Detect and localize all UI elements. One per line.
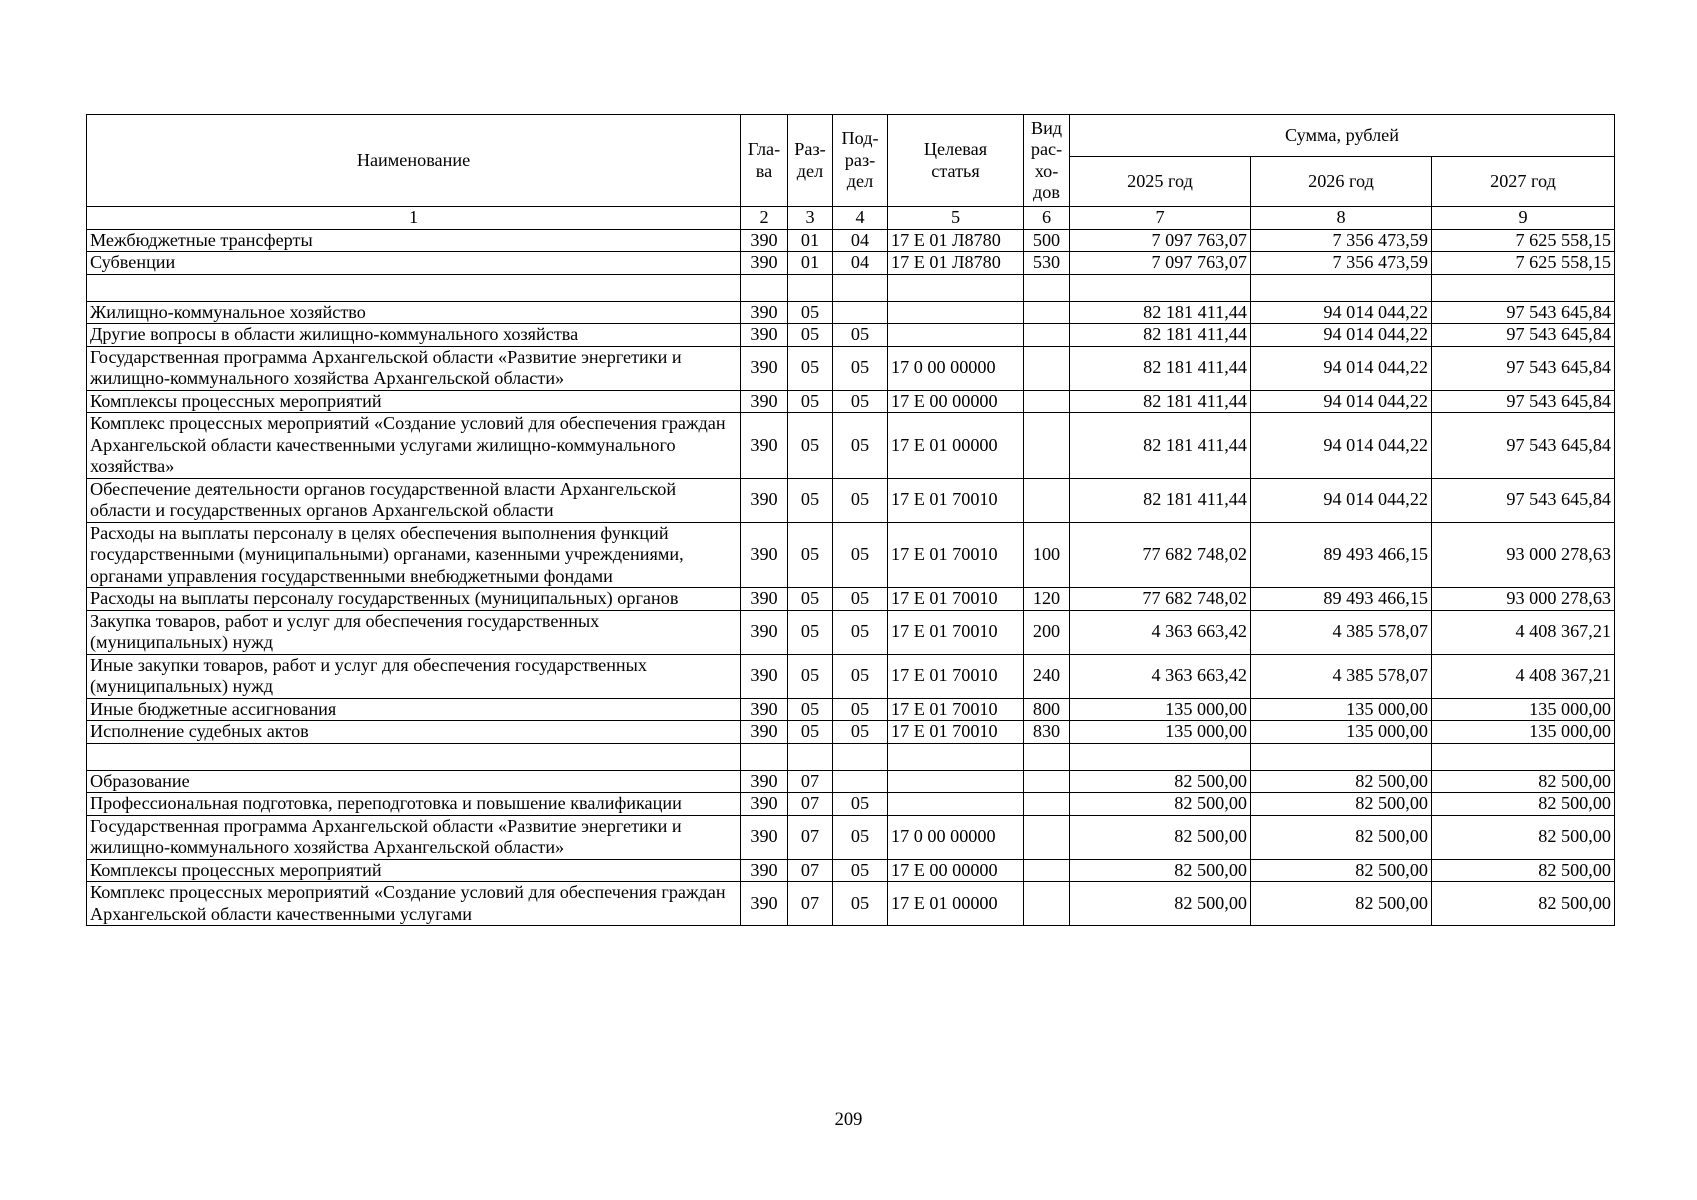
table-row xyxy=(87,346,1615,390)
row-subsection: 05 xyxy=(833,859,888,882)
row-section: 05 xyxy=(788,390,833,413)
table-row xyxy=(87,478,1615,522)
row-expense-type xyxy=(1024,274,1070,301)
table-row xyxy=(87,610,1615,654)
row-target: 17 Е 01 70010 xyxy=(888,522,1024,588)
row-sum-2025 xyxy=(1070,274,1251,301)
row-target: 17 Е 01 70010 xyxy=(888,478,1024,522)
row-section xyxy=(788,743,833,770)
row-subsection: 05 xyxy=(833,522,888,588)
row-sum-2027: 97 543 645,84 xyxy=(1432,478,1615,522)
row-sum-2027: 82 500,00 xyxy=(1432,815,1615,859)
row-chapter: 390 xyxy=(741,770,788,793)
row-target: 17 Е 01 70010 xyxy=(888,610,1024,654)
row-section: 05 xyxy=(788,413,833,479)
column-number: 6 xyxy=(1024,207,1070,230)
row-subsection: 05 xyxy=(833,588,888,611)
row-expense-type: 800 xyxy=(1024,698,1070,721)
row-name: Комплекс процессных мероприятий «Создание условий для обеспечения граждан Архангельской области качественными услугами xyxy=(87,882,741,926)
row-sum-2025: 82 500,00 xyxy=(1070,793,1251,816)
row-sum-2027: 93 000 278,63 xyxy=(1432,588,1615,611)
row-sum-2026: 94 014 044,22 xyxy=(1251,478,1432,522)
row-section: 05 xyxy=(788,588,833,611)
row-name: Межбюджетные трансферты xyxy=(87,229,741,252)
row-sum-2027: 135 000,00 xyxy=(1432,721,1615,744)
table-row xyxy=(87,815,1615,859)
table-row xyxy=(87,229,1615,252)
row-name: Комплексы процессных мероприятий xyxy=(87,859,741,882)
row-sum-2027 xyxy=(1432,274,1615,301)
row-expense-type xyxy=(1024,301,1070,324)
row-subsection: 05 xyxy=(833,478,888,522)
row-name: Расходы на выплаты персоналу в целях обеспечения выполнения функций государственными (муниципальными) органами, казенными учреждениями, органами управления государственными внебюджетными фондами xyxy=(87,522,741,588)
column-numbers-row xyxy=(87,207,1615,230)
table-row xyxy=(87,588,1615,611)
table-row xyxy=(87,522,1615,588)
row-name xyxy=(87,743,741,770)
row-sum-2027: 97 543 645,84 xyxy=(1432,413,1615,479)
row-sum-2025: 77 682 748,02 xyxy=(1070,522,1251,588)
row-sum-2026: 82 500,00 xyxy=(1251,859,1432,882)
row-subsection: 05 xyxy=(833,610,888,654)
row-chapter: 390 xyxy=(741,229,788,252)
row-sum-2026: 94 014 044,22 xyxy=(1251,390,1432,413)
header-subsection xyxy=(833,115,888,207)
row-sum-2026 xyxy=(1251,743,1432,770)
row-sum-2027: 7 625 558,15 xyxy=(1432,252,1615,275)
row-name: Иные закупки товаров, работ и услуг для обеспечения государственных (муниципальных) нужд xyxy=(87,654,741,698)
header-target-part2: статья xyxy=(931,160,980,181)
row-sum-2027: 97 543 645,84 xyxy=(1432,346,1615,390)
row-name: Комплексы процессных мероприятий xyxy=(87,390,741,413)
row-target: 17 Е 00 00000 xyxy=(888,859,1024,882)
row-chapter xyxy=(741,274,788,301)
row-sum-2026: 82 500,00 xyxy=(1251,770,1432,793)
row-sum-2025: 7 097 763,07 xyxy=(1070,229,1251,252)
row-target xyxy=(888,743,1024,770)
row-expense-type: 200 xyxy=(1024,610,1070,654)
row-sum-2026: 94 014 044,22 xyxy=(1251,301,1432,324)
row-sum-2026: 4 385 578,07 xyxy=(1251,654,1432,698)
row-target: 17 Е 01 00000 xyxy=(888,413,1024,479)
row-sum-2027: 97 543 645,84 xyxy=(1432,301,1615,324)
row-sum-2025: 135 000,00 xyxy=(1070,721,1251,744)
row-subsection xyxy=(833,743,888,770)
row-chapter: 390 xyxy=(741,252,788,275)
row-expense-type xyxy=(1024,390,1070,413)
row-chapter: 390 xyxy=(741,610,788,654)
row-chapter: 390 xyxy=(741,522,788,588)
row-sum-2027: 82 500,00 xyxy=(1432,882,1615,926)
column-number: 3 xyxy=(788,207,833,230)
column-number: 5 xyxy=(888,207,1024,230)
row-chapter: 390 xyxy=(741,301,788,324)
row-target: 17 0 00 00000 xyxy=(888,346,1024,390)
row-chapter: 390 xyxy=(741,390,788,413)
header-subsection-part2: раз- xyxy=(844,149,876,170)
row-expense-type xyxy=(1024,793,1070,816)
header-row xyxy=(87,115,1615,157)
row-expense-type xyxy=(1024,743,1070,770)
row-section: 07 xyxy=(788,882,833,926)
row-name: Расходы на выплаты персоналу государственных (муниципальных) органов xyxy=(87,588,741,611)
table-row xyxy=(87,793,1615,816)
row-sum-2025: 82 181 411,44 xyxy=(1070,390,1251,413)
row-subsection: 04 xyxy=(833,252,888,275)
row-section: 05 xyxy=(788,522,833,588)
column-number: 7 xyxy=(1070,207,1251,230)
row-sum-2026 xyxy=(1251,274,1432,301)
row-sum-2025: 77 682 748,02 xyxy=(1070,588,1251,611)
row-target: 17 Е 01 70010 xyxy=(888,654,1024,698)
header-expense-type-part1: Вид xyxy=(1030,117,1063,138)
table-row xyxy=(87,413,1615,479)
column-number: 4 xyxy=(833,207,888,230)
row-subsection: 05 xyxy=(833,815,888,859)
row-sum-2026: 4 385 578,07 xyxy=(1251,610,1432,654)
header-section xyxy=(788,115,833,207)
row-chapter: 390 xyxy=(741,859,788,882)
row-sum-2027: 97 543 645,84 xyxy=(1432,390,1615,413)
row-sum-2025: 82 500,00 xyxy=(1070,882,1251,926)
row-expense-type xyxy=(1024,413,1070,479)
row-expense-type xyxy=(1024,346,1070,390)
row-sum-2026: 7 356 473,59 xyxy=(1251,252,1432,275)
row-sum-2027: 82 500,00 xyxy=(1432,793,1615,816)
row-sum-2025: 7 097 763,07 xyxy=(1070,252,1251,275)
row-chapter: 390 xyxy=(741,721,788,744)
row-section: 07 xyxy=(788,793,833,816)
row-sum-2025: 135 000,00 xyxy=(1070,698,1251,721)
row-section: 05 xyxy=(788,698,833,721)
header-name: Наименование xyxy=(87,115,741,207)
row-sum-2026: 89 493 466,15 xyxy=(1251,522,1432,588)
table-row xyxy=(87,274,1615,301)
row-chapter: 390 xyxy=(741,588,788,611)
row-expense-type xyxy=(1024,859,1070,882)
row-target: 17 Е 01 00000 xyxy=(888,882,1024,926)
row-expense-type xyxy=(1024,882,1070,926)
row-sum-2025: 82 500,00 xyxy=(1070,815,1251,859)
row-name: Иные бюджетные ассигнования xyxy=(87,698,741,721)
row-sum-2027: 7 625 558,15 xyxy=(1432,229,1615,252)
row-target: 17 Е 00 00000 xyxy=(888,390,1024,413)
row-sum-2027: 4 408 367,21 xyxy=(1432,610,1615,654)
row-sum-2026: 94 014 044,22 xyxy=(1251,324,1432,347)
table-row xyxy=(87,390,1615,413)
row-section: 05 xyxy=(788,346,833,390)
row-subsection xyxy=(833,274,888,301)
row-sum-2025: 4 363 663,42 xyxy=(1070,610,1251,654)
row-sum-2026: 82 500,00 xyxy=(1251,882,1432,926)
row-target xyxy=(888,793,1024,816)
table-row xyxy=(87,721,1615,744)
table-row xyxy=(87,324,1615,347)
row-sum-2025: 82 181 411,44 xyxy=(1070,478,1251,522)
column-number: 1 xyxy=(87,207,741,230)
row-sum-2026: 89 493 466,15 xyxy=(1251,588,1432,611)
row-sum-2026: 94 014 044,22 xyxy=(1251,413,1432,479)
row-target: 17 Е 01 70010 xyxy=(888,588,1024,611)
row-subsection: 05 xyxy=(833,793,888,816)
table-row xyxy=(87,301,1615,324)
row-name: Жилищно-коммунальное хозяйство xyxy=(87,301,741,324)
row-target: 17 0 00 00000 xyxy=(888,815,1024,859)
row-section: 01 xyxy=(788,252,833,275)
row-expense-type: 830 xyxy=(1024,721,1070,744)
column-number: 8 xyxy=(1251,207,1432,230)
table-row xyxy=(87,252,1615,275)
row-chapter: 390 xyxy=(741,346,788,390)
row-section xyxy=(788,274,833,301)
header-expense-type xyxy=(1024,115,1070,207)
row-target xyxy=(888,324,1024,347)
row-sum-2027 xyxy=(1432,743,1615,770)
row-chapter: 390 xyxy=(741,698,788,721)
row-sum-2025: 4 363 663,42 xyxy=(1070,654,1251,698)
row-section: 05 xyxy=(788,610,833,654)
row-expense-type: 100 xyxy=(1024,522,1070,588)
row-sum-2025: 82 500,00 xyxy=(1070,770,1251,793)
header-expense-type-part3: хо- xyxy=(1034,160,1059,181)
row-expense-type: 120 xyxy=(1024,588,1070,611)
row-section: 05 xyxy=(788,478,833,522)
header-chapter-part1: Гла- xyxy=(747,139,781,159)
header-chapter xyxy=(741,115,788,207)
row-sum-2026: 82 500,00 xyxy=(1251,815,1432,859)
table-row xyxy=(87,698,1615,721)
row-target xyxy=(888,770,1024,793)
header-year-2026: 2026 год xyxy=(1251,157,1432,207)
row-name: Государственная программа Архангельской области «Развитие энергетики и жилищно-коммунального хозяйства Архангельской области» xyxy=(87,815,741,859)
row-chapter xyxy=(741,743,788,770)
row-name: Образование xyxy=(87,770,741,793)
row-chapter: 390 xyxy=(741,793,788,816)
row-expense-type: 530 xyxy=(1024,252,1070,275)
row-section: 05 xyxy=(788,324,833,347)
header-chapter-part2: ва xyxy=(755,160,773,181)
row-chapter: 390 xyxy=(741,815,788,859)
row-sum-2027: 135 000,00 xyxy=(1432,698,1615,721)
row-target: 17 Е 01 Л8780 xyxy=(888,229,1024,252)
row-target: 17 Е 01 Л8780 xyxy=(888,252,1024,275)
row-expense-type: 240 xyxy=(1024,654,1070,698)
row-expense-type: 500 xyxy=(1024,229,1070,252)
row-sum-2027: 93 000 278,63 xyxy=(1432,522,1615,588)
row-section: 01 xyxy=(788,229,833,252)
row-name: Обеспечение деятельности органов государственной власти Архангельской области и государственных органов Архангельской области xyxy=(87,478,741,522)
row-target: 17 Е 01 70010 xyxy=(888,721,1024,744)
row-section: 07 xyxy=(788,815,833,859)
table-row xyxy=(87,654,1615,698)
row-target xyxy=(888,301,1024,324)
row-section: 05 xyxy=(788,301,833,324)
row-subsection: 05 xyxy=(833,698,888,721)
row-name: Исполнение судебных актов xyxy=(87,721,741,744)
row-subsection: 05 xyxy=(833,654,888,698)
row-name: Комплекс процессных мероприятий «Создание условий для обеспечения граждан Архангельской области качественными услугами жилищно-коммунального хозяйства» xyxy=(87,413,741,479)
row-name: Закупка товаров, работ и услуг для обеспечения государственных (муниципальных) нужд xyxy=(87,610,741,654)
row-sum-2027: 82 500,00 xyxy=(1432,770,1615,793)
table-row xyxy=(87,859,1615,882)
row-subsection: 05 xyxy=(833,413,888,479)
header-target-part1: Целевая xyxy=(923,139,988,159)
header-subsection-part1: Под- xyxy=(841,128,879,149)
row-subsection: 05 xyxy=(833,390,888,413)
row-sum-2027: 82 500,00 xyxy=(1432,859,1615,882)
row-subsection: 05 xyxy=(833,324,888,347)
row-subsection: 04 xyxy=(833,229,888,252)
row-expense-type xyxy=(1024,324,1070,347)
row-section: 05 xyxy=(788,654,833,698)
row-name: Профессиональная подготовка, переподготовка и повышение квалификации xyxy=(87,793,741,816)
row-sum-2025: 82 181 411,44 xyxy=(1070,301,1251,324)
row-sum-2026: 135 000,00 xyxy=(1251,698,1432,721)
row-sum-2025: 82 500,00 xyxy=(1070,859,1251,882)
row-expense-type xyxy=(1024,815,1070,859)
row-sum-2025: 82 181 411,44 xyxy=(1070,346,1251,390)
row-chapter: 390 xyxy=(741,413,788,479)
row-subsection: 05 xyxy=(833,346,888,390)
row-subsection xyxy=(833,301,888,324)
row-sum-2025: 82 181 411,44 xyxy=(1070,324,1251,347)
row-section: 07 xyxy=(788,770,833,793)
row-sum-2026: 82 500,00 xyxy=(1251,793,1432,816)
header-target xyxy=(888,115,1024,207)
header-expense-type-part4: дов xyxy=(1033,182,1060,202)
page-number: 209 xyxy=(834,1110,863,1130)
header-year-2027: 2027 год xyxy=(1432,157,1615,207)
header-subsection-part3: дел xyxy=(846,171,874,192)
row-target xyxy=(888,274,1024,301)
table-row xyxy=(87,882,1615,926)
row-sum-2027: 97 543 645,84 xyxy=(1432,324,1615,347)
column-number: 9 xyxy=(1432,207,1615,230)
column-number: 2 xyxy=(741,207,788,230)
header-expense-type-part2: рас- xyxy=(1030,139,1063,159)
row-chapter: 390 xyxy=(741,324,788,347)
row-section: 05 xyxy=(788,721,833,744)
header-year-2025: 2025 год xyxy=(1070,157,1251,207)
row-sum-2027: 4 408 367,21 xyxy=(1432,654,1615,698)
row-name: Государственная программа Архангельской области «Развитие энергетики и жилищно-коммунального хозяйства Архангельской области» xyxy=(87,346,741,390)
row-name: Другие вопросы в области жилищно-коммунального хозяйства xyxy=(87,324,741,347)
header-section-part1: Раз- xyxy=(794,139,826,159)
budget-table xyxy=(86,114,1615,926)
row-sum-2025: 82 181 411,44 xyxy=(1070,413,1251,479)
header-section-part2: дел xyxy=(796,160,824,181)
row-sum-2025 xyxy=(1070,743,1251,770)
row-sum-2026: 7 356 473,59 xyxy=(1251,229,1432,252)
row-section: 07 xyxy=(788,859,833,882)
row-expense-type xyxy=(1024,478,1070,522)
row-sum-2026: 135 000,00 xyxy=(1251,721,1432,744)
table-row xyxy=(87,770,1615,793)
row-target: 17 Е 01 70010 xyxy=(888,698,1024,721)
table-body xyxy=(87,229,1615,926)
row-chapter: 390 xyxy=(741,478,788,522)
row-chapter: 390 xyxy=(741,654,788,698)
row-chapter: 390 xyxy=(741,882,788,926)
header-sum: Сумма, рублей xyxy=(1070,115,1615,157)
table-row xyxy=(87,743,1615,770)
row-subsection xyxy=(833,770,888,793)
row-expense-type xyxy=(1024,770,1070,793)
row-name xyxy=(87,274,741,301)
row-subsection: 05 xyxy=(833,882,888,926)
row-name: Субвенции xyxy=(87,252,741,275)
row-sum-2026: 94 014 044,22 xyxy=(1251,346,1432,390)
row-subsection: 05 xyxy=(833,721,888,744)
